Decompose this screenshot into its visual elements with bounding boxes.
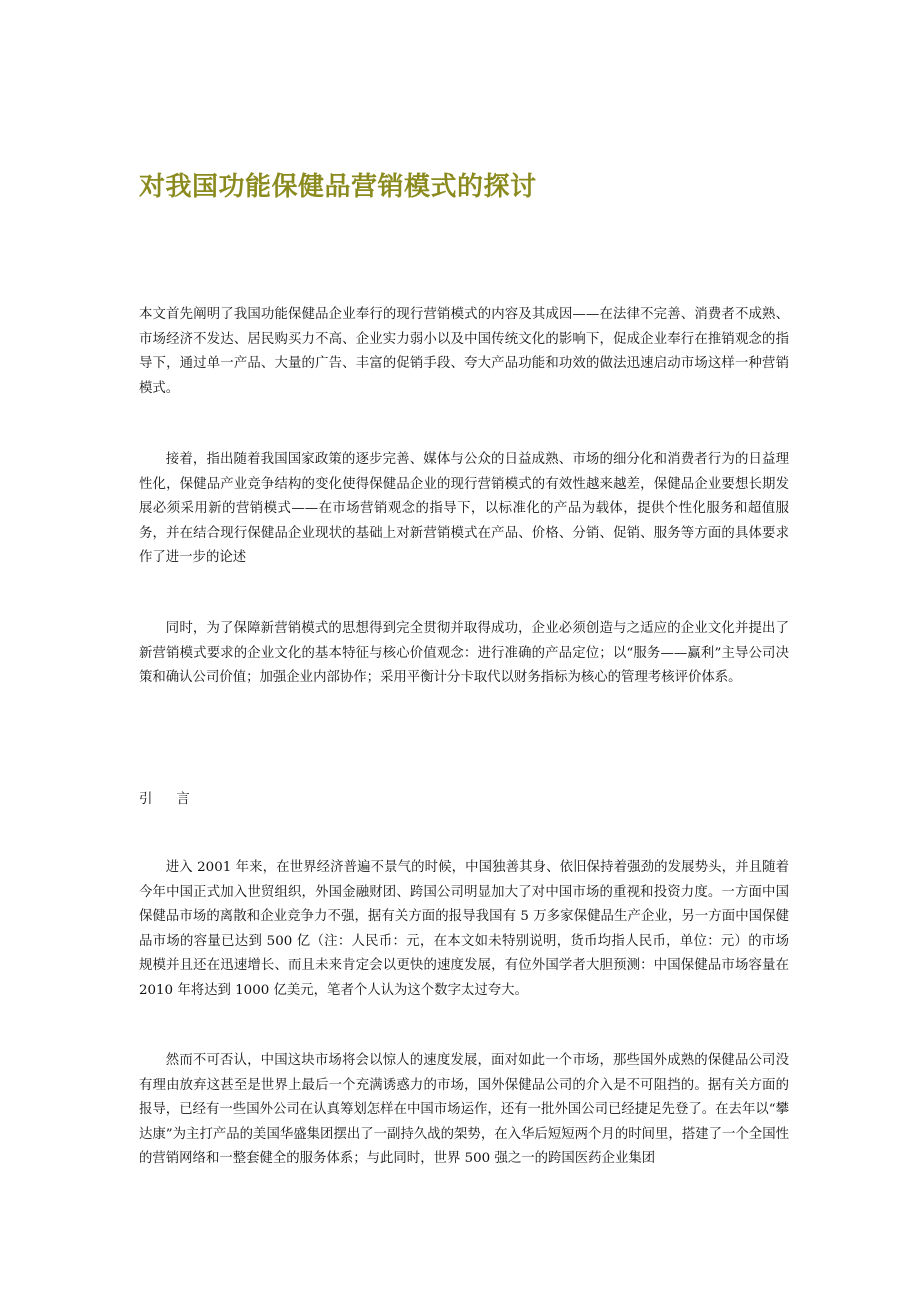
abstract-paragraph-2: 接着，指出随着我国国家政策的逐步完善、媒体与公众的日益成熟、市场的细分化和消费者行为的日益理性化，保健品产业竞争结构的变化使得保健品企业的现行营销模式的有效性越来越差，保健品企业要想长期发展必须采用新的营销模式——在市场营销观念的指导下，以标准化的产品为载体，提供个性化服务和超值服务，并在结合现行保健品企业现状的基础上对新营销模式在产品、价格、分销、促销、服务等方面的具体要求作了进一步的论述	[139, 452, 789, 565]
body-paragraph-1: 进入 2001 年来，在世界经济普遍不景气的时候，中国独善其身、依旧保持着强劲的发展势头，并且随着今年中国正式加入世贸组织，外国金融财团、跨国公司明显加大了对中国市场的重视和投资力度。一方面中国保健品市场的离散和企业竞争力不强，据有关方面的报导我国有 5 万多家保健品生产企业，另一方面中国保健品市场的容量已达到 500 亿（注：人民币：元，在本文如未特别说明，货币均指人民币，单位：元）的市场规模并且还在迅速增长、而且未来肯定会以更快的速度发展，有位外国学者大胆预测：中国保健品市场容量在 2010 年将达到 1000 亿美元，笔者个人认为这个数字太过夸大。	[139, 860, 789, 998]
section-heading-introduction: 引言	[139, 792, 214, 807]
abstract-paragraph-1: 本文首先阐明了我国功能保健品企业奉行的现行营销模式的内容及其成因——在法律不完善、消费者不成熟、市场经济不发达、居民购买力不高、企业实力弱小以及中国传统文化的影响下，促成企业奉行在推销观念的指导下，通过单一产品、大量的广告、丰富的促销手段、夸大产品功能和功效的做法迅速启动市场这样一种营销模式。	[139, 307, 789, 396]
body-paragraph-2: 然而不可否认，中国这块市场将会以惊人的速度发展，面对如此一个市场，那些国外成熟的保健品公司没有理由放弃这甚至是世界上最后一个充满诱惑力的市场，国外保健品公司的介入是不可阻挡的。据有关方面的报导，已经有一些国外公司在认真筹划怎样在中国市场运作，还有一批外国公司已经捷足先登了。在去年以“攀达康”为主打产品的美国华盛集团摆出了一副持久战的架势，在入华后短短两个月的时间里，搭建了一个全国性的营销网络和一整套健全的服务体系；与此同时，世界 500 强之一的跨国医药企业集团	[139, 1053, 789, 1166]
abstract-paragraph-3: 同时，为了保障新营销模式的思想得到完全贯彻并取得成功，企业必须创造与之适应的企业文化并提出了新营销模式要求的企业文化的基本特征与核心价值观念：进行准确的产品定位；以“服务——赢利”主导公司决策和确认公司价值；加强企业内部协作；采用平衡计分卡取代以财务指标为核心的管理考核评价体系。	[139, 621, 789, 685]
document-title: 对我国功能保健品营销模式的探讨	[139, 172, 537, 202]
